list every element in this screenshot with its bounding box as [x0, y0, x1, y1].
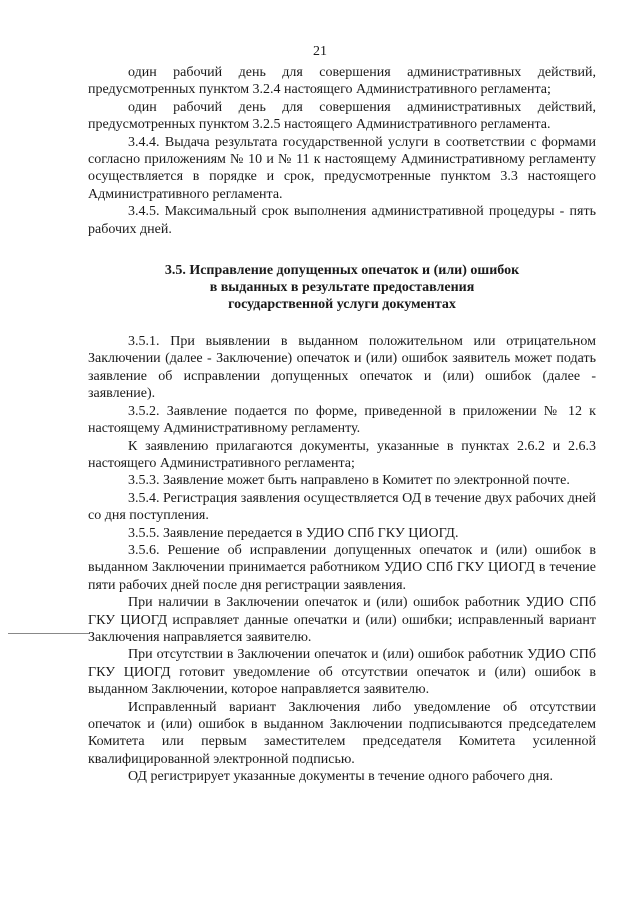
paragraph: К заявлению прилагаются документы, указанные в пунктах 2.6.2 и 2.6.3 настоящего Административного регламента;	[88, 438, 596, 471]
paragraph: один рабочий день для совершения административных действий, предусмотренных пунктом 3.2.5 настоящего Административного регламента.	[88, 99, 596, 133]
section-heading	[88, 262, 596, 313]
paragraph: 3.5.4. Регистрация заявления осуществляется ОД в течение двух рабочих дней со дня поступления.	[88, 490, 596, 524]
paragraph: Исправленный вариант Заключения либо уведомление об отсутствии опечаток и (или) ошибок в выданном Заключении подписываются председателем Комитета или первым заместителем председателя Комитета усиленной квалифицированной электронной подписью.	[88, 699, 596, 767]
margin-line	[8, 633, 90, 634]
page-number: 21	[313, 44, 327, 59]
paragraph: 3.5.2. Заявление подается по форме, приведенной в приложении № 12 к настоящему Административному регламенту.	[88, 403, 596, 437]
paragraph: ОД регистрирует указанные документы в течение одного рабочего дня.	[128, 769, 553, 785]
paragraph: 3.5.1. При выявлении в выданном положительном или отрицательном Заключении (далее - Заключение) опечаток и (или) ошибок заявитель может подать заявление об исправлении допущенных опечаток и (или) ошибок (далее - заявление).	[88, 334, 596, 402]
paragraph: 3.5.3. Заявление может быть направлено в Комитет по электронной почте.	[128, 473, 570, 489]
section-heading-line: в выданных в результате предоставления	[209, 280, 475, 296]
paragraph: один рабочий день для совершения административных действий, предусмотренных пунктом 3.2.4 настоящего Административного регламента;	[88, 65, 596, 98]
section-heading-line: 3.5. Исправление допущенных опечаток и (или) ошибок	[164, 263, 520, 279]
document-body	[88, 64, 596, 786]
paragraph: При отсутствии в Заключении опечаток и (или) ошибок работник УДИО СПб ГКУ ЦИОГД готовит уведомление об отсутствии опечаток и (или) ошибок в выданном Заключении, которое направляется заявителю.	[88, 647, 596, 698]
paragraph: 3.5.5. Заявление передается в УДИО СПб ГКУ ЦИОГД.	[128, 525, 459, 541]
paragraph: 3.5.6. Решение об исправлении допущенных опечаток и (или) ошибок в выданном Заключении принимается работником УДИО СПб ГКУ ЦИОГД в течение пяти рабочих дней после дня регистрации заявления.	[88, 542, 596, 593]
paragraph: 3.4.5. Максимальный срок выполнения административной процедуры - пять рабочих дней.	[88, 204, 596, 237]
paragraph: При наличии в Заключении опечаток и (или) ошибок работник УДИО СПб ГКУ ЦИОГД исправляет данные опечатки и (или) ошибки; исправленный вариант Заключения направляется заявителю.	[88, 595, 596, 645]
paragraph: 3.4.4. Выдача результата государственной услуги в соответствии с формами согласно приложениям № 10 и № 11 к настоящему Административному регламенту осуществляется в порядке и срок, предусмотренные пунктом 3.3 настоящего Административного регламента.	[88, 134, 596, 202]
section-heading-line: государственной услуги документах	[228, 297, 456, 313]
